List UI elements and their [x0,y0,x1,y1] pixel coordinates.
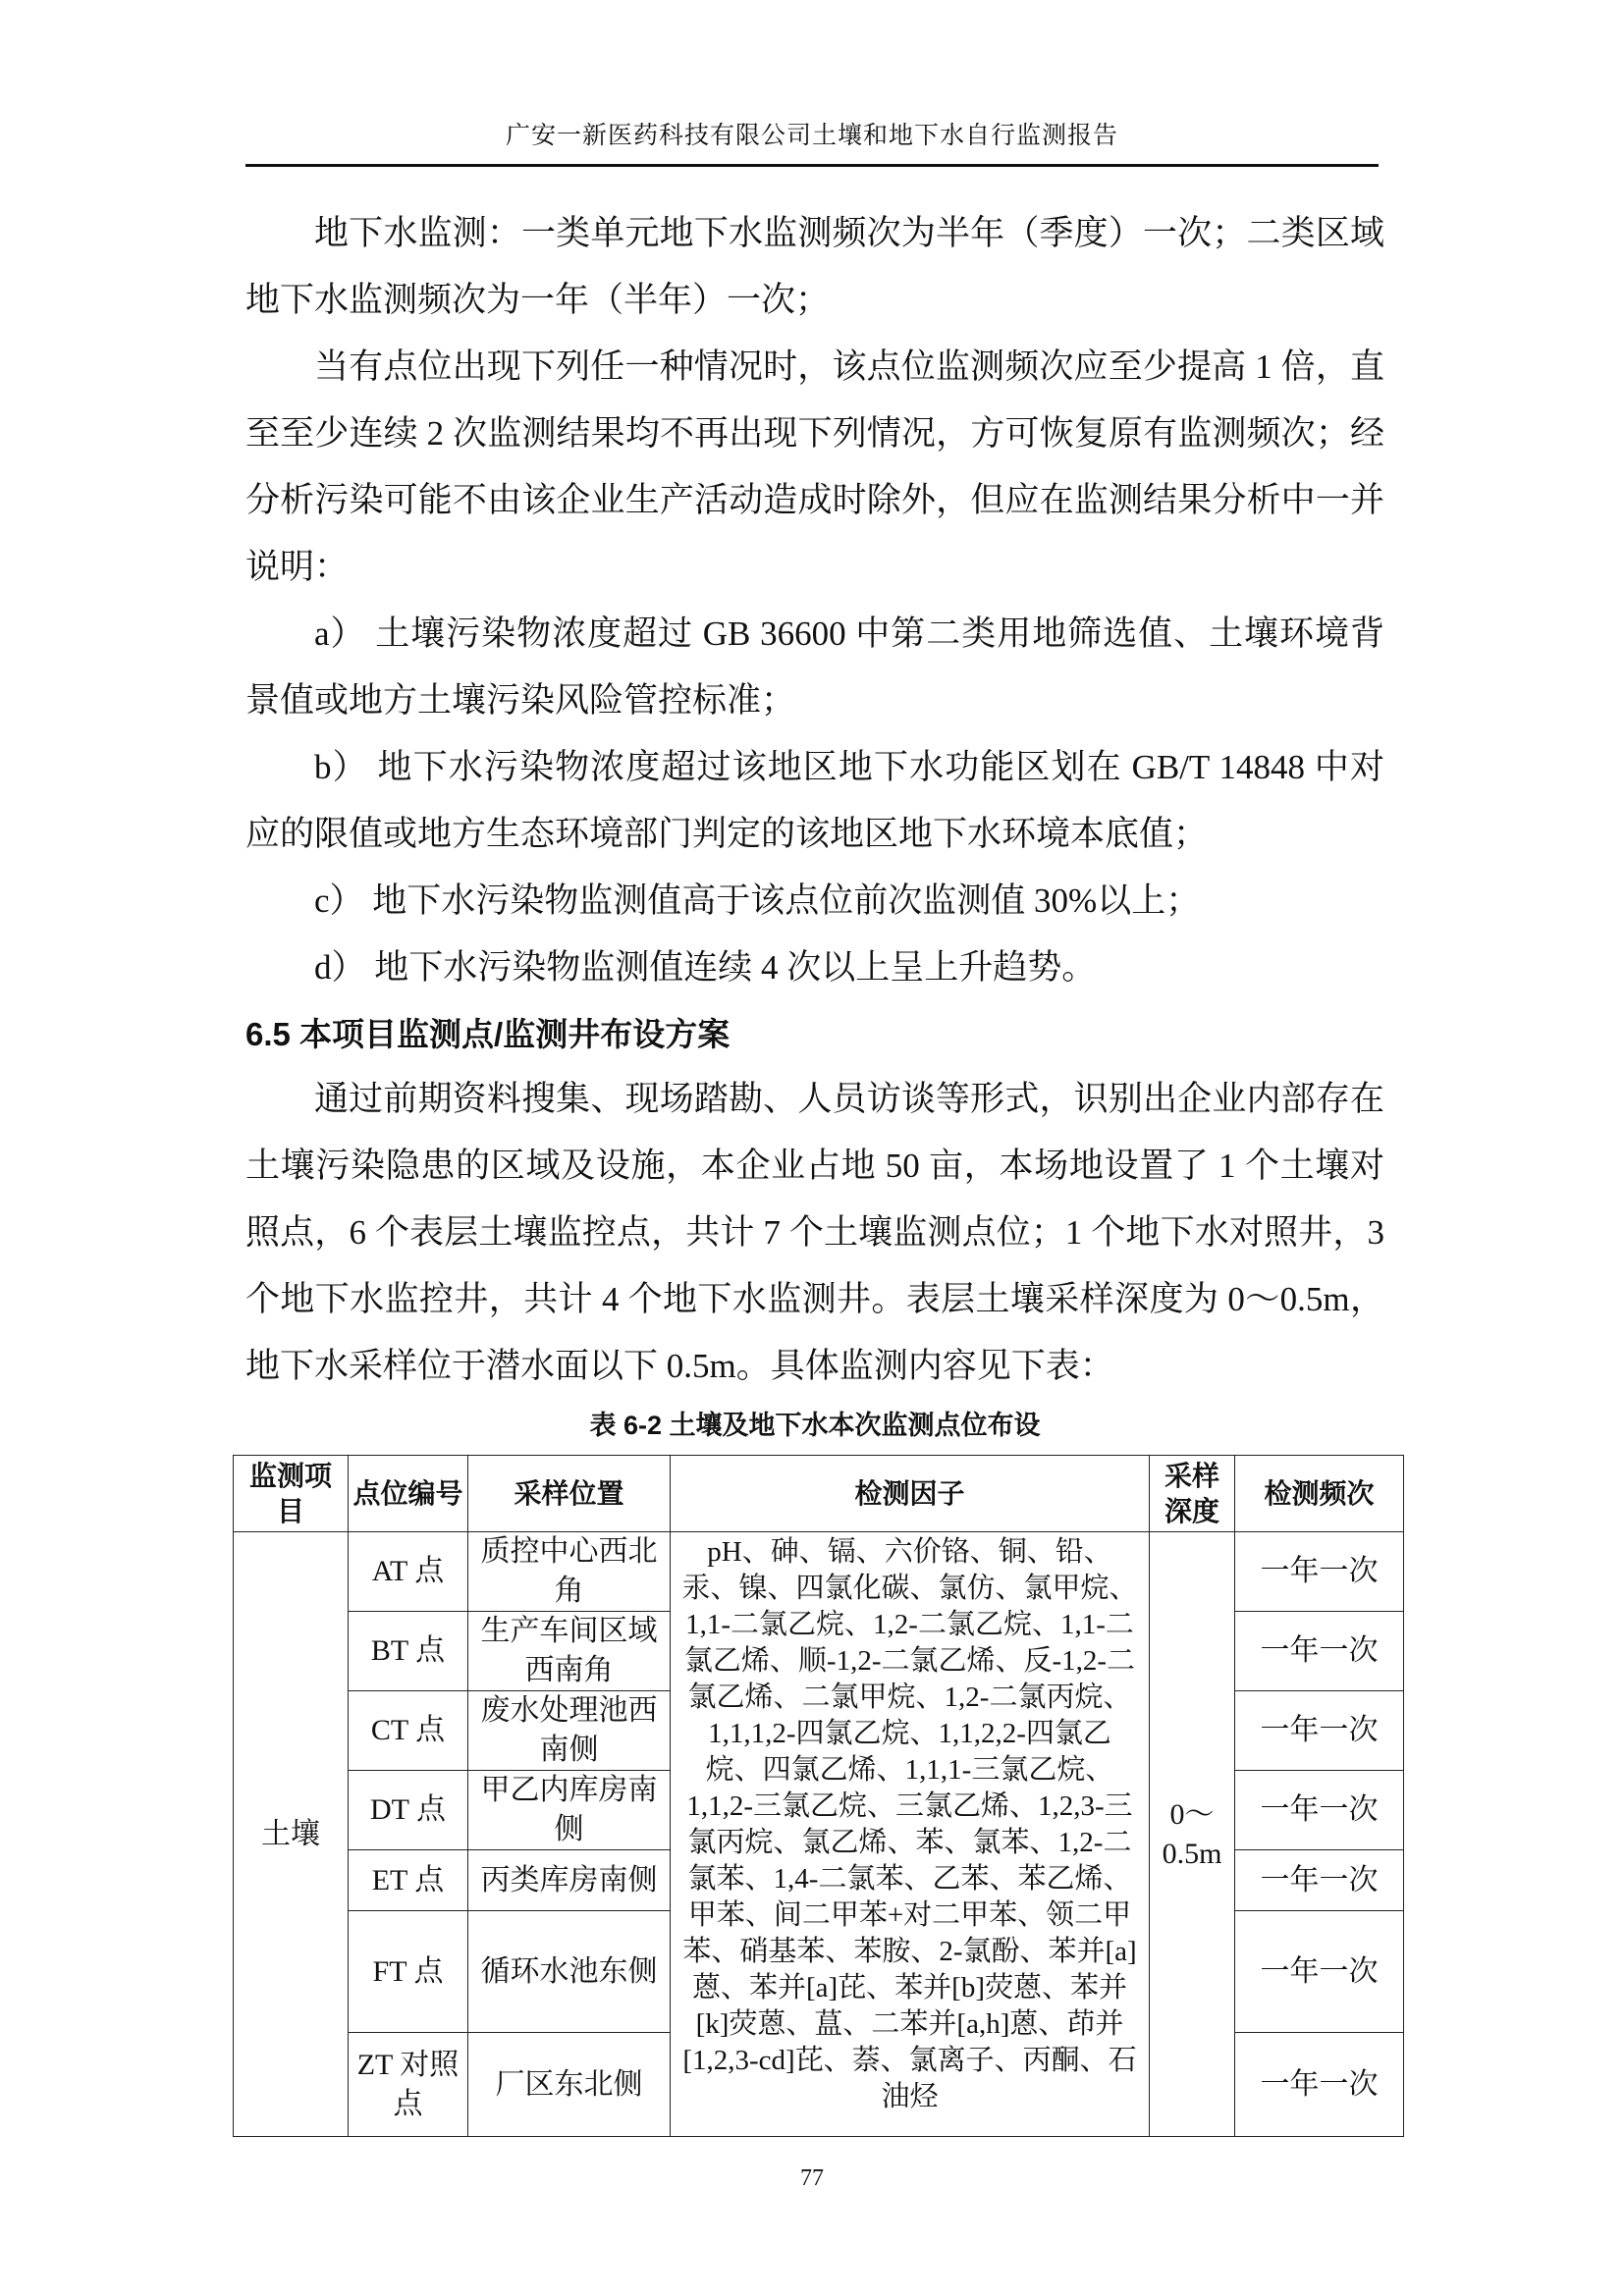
depth-cell: 0～0.5m [1150,1532,1235,2137]
page-number: 77 [800,2165,824,2191]
location-cell: 废水处理池西南侧 [468,1691,671,1771]
header-rule [245,164,1379,167]
section-heading: 6.5 本项目监测点/监测井布设方案 [245,1016,731,1052]
location-cell: 循环水池东侧 [468,1911,671,2033]
point-cell: AT 点 [349,1532,468,1612]
header-cell: 检测因子 [671,1456,1150,1532]
point-cell: CT 点 [349,1691,468,1771]
table-row [234,1532,1404,1612]
frequency-cell: 一年一次 [1235,1850,1404,1911]
location-cell: 质控中心西北角 [468,1532,671,1612]
page-content [245,200,1384,2137]
table-header-row [234,1456,1404,1532]
point-cell: BT 点 [349,1612,468,1691]
list-item-b: b） 地下水污染物浓度超过该地区地下水功能区划在 GB/T 14848 中对应的限值或地方生态环境部门判定的该地区地下水环境本底值； [245,748,1384,853]
point-cell: DT 点 [349,1771,468,1850]
frequency-cell: 一年一次 [1235,1911,1404,2033]
project-cell: 土壤 [234,1532,349,2137]
location-cell: 丙类库房南侧 [468,1850,671,1911]
header-cell: 点位编号 [349,1456,468,1532]
header-cell: 采样深度 [1150,1456,1235,1532]
factors-cell: pH、砷、镉、六价铬、铜、铅、汞、镍、四氯化碳、氯仿、氯甲烷、1,1-二氯乙烷、1,2-二氯乙烷、1,1-二氯乙烯、顺-1,2-二氯乙烯、反-1,2-二氯乙烯、二氯甲烷、1,2-二氯丙烷、1,1,1,2-四氯乙烷、1,1,2,2-四氯乙烷、四氯乙烯、1,1,1-三氯乙烷、1,1,2-三氯乙烷、三氯乙烯、1,2,3-三氯丙烷、氯乙烯、苯、氯苯、1,2-二氯苯、1,4-二氯苯、乙苯、苯乙烯、甲苯、间二甲苯+对二甲苯、领二甲苯、硝基苯、苯胺、2-氯酚、苯并[a]蒽、苯并[a]芘、苯并[b]荧蒽、苯并[k]荧蒽、蒀、二苯并[a,h]蒽、茚并[1,2,3-cd]芘、萘、氯离子、丙酮、石油烃 [671,1532,1150,2137]
paragraph-frequency-increase: 当有点位出现下列任一种情况时，该点位监测频次应至少提高 1 倍，直至至少连续 2 次监测结果均不再出现下列情况，方可恢复原有监测频次；经分析污染可能不由该企业生产活动造成时除外，但应在监测结果分析中一并说明： [245,347,1384,586]
location-cell: 生产车间区域西南角 [468,1612,671,1691]
monitoring-points-table [233,1455,1404,2137]
point-cell: ZT 对照点 [349,2033,468,2137]
frequency-cell: 一年一次 [1235,1691,1404,1771]
header-cell: 监测项目 [234,1456,349,1532]
list-item-d: d） 地下水污染物监测值连续 4 次以上呈上升趋势。 [314,948,1097,987]
frequency-cell: 一年一次 [1235,2033,1404,2137]
list-item-c: c） 地下水污染物监测值高于该点位前次监测值 30%以上； [314,881,1201,920]
location-cell: 厂区东北侧 [468,2033,671,2137]
frequency-cell: 一年一次 [1235,1532,1404,1612]
section-body: 通过前期资料搜集、现场踏勘、人员访谈等形式，识别出企业内部存在土壤污染隐患的区域及设施，本企业占地 50 亩，本场地设置了 1 个土壤对照点，6 个表层土壤监控点，共计 7 个土壤监测点位；1 个地下水对照井，3 个地下水监控井，共计 4 个地下水监测井。表层土壤采样深度为 0～0.5m，地下水采样位于潜水面以下 0.5m。具体监测内容见下表： [245,1080,1384,1385]
list-item-a: a） 土壤污染物浓度超过 GB 36600 中第二类用地筛选值、土壤环境背景值或地方土壤污染风险管控标准； [245,614,1384,720]
frequency-cell: 一年一次 [1235,1612,1404,1691]
table-caption: 表 6-2 土壤及地下水本次监测点位布设 [589,1411,1041,1440]
paragraph-groundwater-frequency: 地下水监测：一类单元地下水监测频次为半年（季度）一次；二类区域地下水监测频次为一年（半年）一次； [245,214,1384,319]
running-header: 广安一新医药科技有限公司土壤和地下水自行监测报告 [505,123,1118,149]
point-cell: FT 点 [349,1911,468,2033]
header-cell: 检测频次 [1235,1456,1404,1532]
header-cell: 采样位置 [468,1456,671,1532]
point-cell: ET 点 [349,1850,468,1911]
frequency-cell: 一年一次 [1235,1771,1404,1850]
location-cell: 甲乙内库房南侧 [468,1771,671,1850]
